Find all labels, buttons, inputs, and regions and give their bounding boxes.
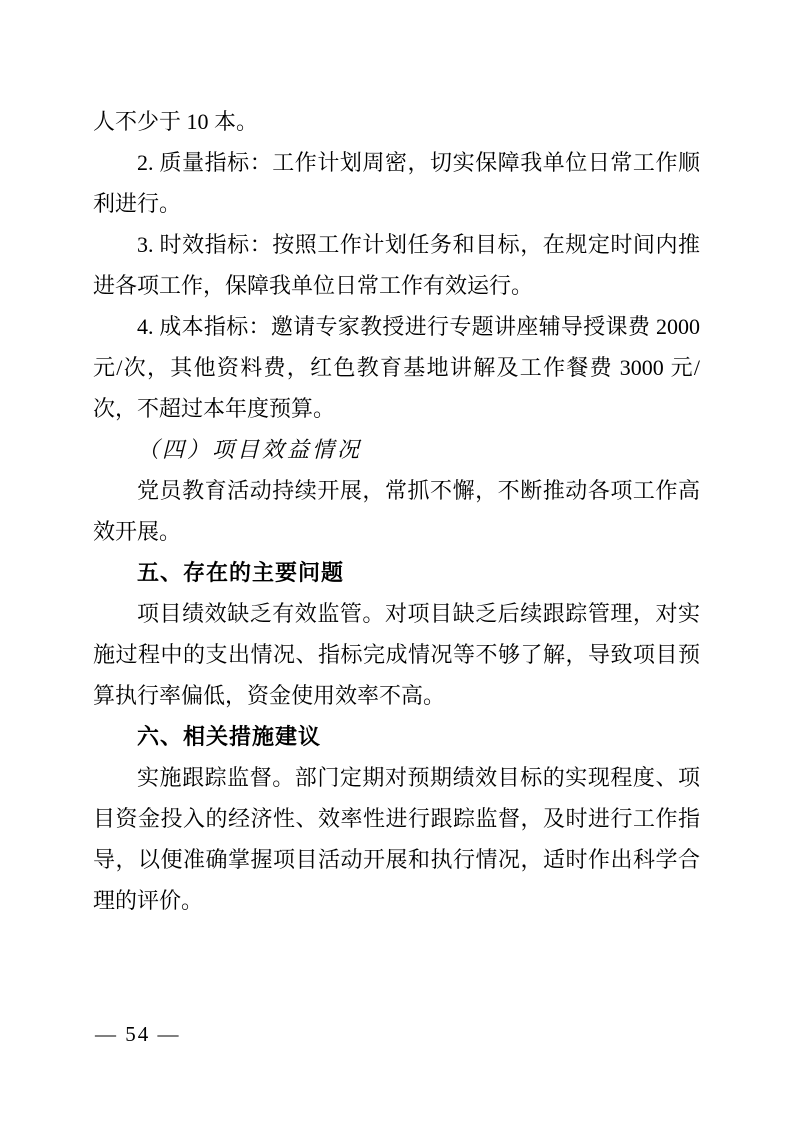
body-paragraph-benefit-detail: 党员教育活动持续开展，常抓不懈，不断推动各项工作高效开展。	[93, 478, 700, 544]
page-content	[93, 101, 700, 921]
body-paragraph-cost-indicator: 4. 成本指标：邀请专家教授进行专题讲座辅导授课费 2000 元/次，其他资料费，红色教育基地讲解及工作餐费 3000 元/次，不超过本年度预算。	[93, 314, 700, 421]
page-number: — 54 —	[95, 1022, 181, 1046]
body-paragraph-quality-indicator: 2. 质量指标：工作计划周密，切实保障我单位日常工作顺利进行。	[93, 150, 700, 216]
body-paragraph-problems-detail: 项目绩效缺乏有效监管。对项目缺乏后续跟踪管理，对实施过程中的支出情况、指标完成情况等不够了解，导致项目预算执行率偏低，资金使用效率不高。	[93, 601, 700, 708]
section-heading-suggestions: 六、相关措施建议	[137, 724, 322, 749]
body-paragraph-suggestions-detail: 实施跟踪监督。部门定期对预期绩效目标的实现程度、项目资金投入的经济性、效率性进行跟踪监督，及时进行工作指导，以便准确掌握项目活动开展和执行情况，适时作出科学合理的评价。	[93, 765, 700, 913]
section-heading-main-problems: 五、存在的主要问题	[137, 560, 345, 585]
subheading-project-benefit: （四）项目效益情况	[137, 437, 363, 462]
body-paragraph-timeliness-indicator: 3. 时效指标：按照工作计划任务和目标，在规定时间内推进各项工作，保障我单位日常工作有效运行。	[93, 232, 700, 298]
body-paragraph-continuation: 人不少于 10 本。	[93, 109, 259, 134]
